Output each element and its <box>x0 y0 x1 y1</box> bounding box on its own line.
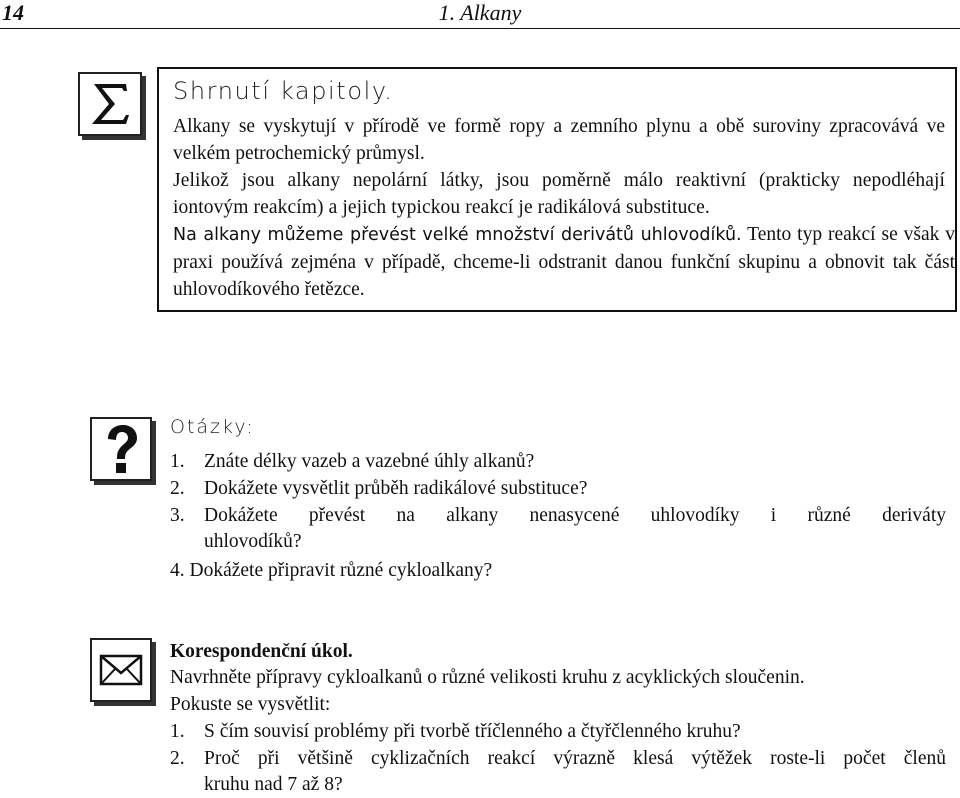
page-number: 14 <box>2 0 24 25</box>
task-2 <box>170 746 946 798</box>
correspondence-intro: Navrhněte přípravy cykloalkanů o různé velikosti kruhu z acyklických sloučenin. <box>170 667 805 688</box>
task-1 <box>170 719 741 745</box>
question-3 <box>170 503 946 555</box>
question-4-text: Dokážete připravit různé cykloalkany? <box>189 560 493 581</box>
summary-paragraph-3-text: Na alkany můžeme převést velké množství derivátů uhlovodíků. <box>173 225 742 245</box>
question-2-number: 2. <box>170 478 185 499</box>
envelope-icon <box>90 638 152 702</box>
header-rule <box>0 28 960 29</box>
question-1-number: 1. <box>170 451 185 472</box>
question-2-text: Dokážete vysvětlit průběh radikálové substituce? <box>204 478 588 499</box>
summary-paragraph-1: Alkany se vyskytují v přírodě ve formě ropy a zemního plynu a obě suroviny zpracovává ve velkém petrochemický průmysl. <box>173 116 945 164</box>
summary-title: Shrnutí kapitoly. <box>173 77 394 105</box>
task-1-text: S čím souvisí problémy při tvorbě tříčlenného a čtyřčlenného kruhu? <box>204 721 741 742</box>
question-mark-icon <box>90 417 152 481</box>
question-3-text-continued: uhlovodíků? <box>204 531 302 552</box>
task-2-text-continued: kruhu nad 7 až 8? <box>204 774 343 795</box>
question-4-number: 4. <box>170 560 185 581</box>
question-3-number: 3. <box>170 505 185 526</box>
question-3-text: Dokážete převést na alkany nenasycené uhlovodíky i různé deriváty <box>204 505 946 526</box>
question-1 <box>170 449 534 475</box>
chapter-title: 1. Alkany <box>438 0 522 25</box>
question-2 <box>170 476 587 502</box>
task-1-number: 1. <box>170 721 185 742</box>
sigma-icon <box>78 72 142 136</box>
task-2-number: 2. <box>170 748 185 769</box>
questions-title: Otázky: <box>170 416 255 438</box>
correspondence-intro-2: Pokuste se vysvětlit: <box>170 694 331 715</box>
summary-paragraph-4-text: Tento typ reakcí se však v praxi používá zejména v případě, chceme-li odstranit danou funkční skupinu a obnovit tak část uhlovodíkového řetězce. <box>173 224 955 300</box>
question-1-text: Znáte délky vazeb a vazebné úhly alkanů? <box>204 451 535 472</box>
correspondence-title: Korespondenční úkol. <box>170 641 353 662</box>
task-2-text: Proč při většině cyklizačních reakcí výrazně klesá výtěžek roste-li počet členů <box>204 748 946 769</box>
question-4 <box>170 558 492 584</box>
summary-paragraph-2: Jelikož jsou alkany nepolární látky, jsou poměrně málo reaktivní (prakticky nepodléhají iontovým reakcím) a jejich typickou reakcí je radikálová substituce. <box>173 170 945 218</box>
summary-box <box>157 67 957 312</box>
summary-paragraph-3 <box>173 221 955 303</box>
